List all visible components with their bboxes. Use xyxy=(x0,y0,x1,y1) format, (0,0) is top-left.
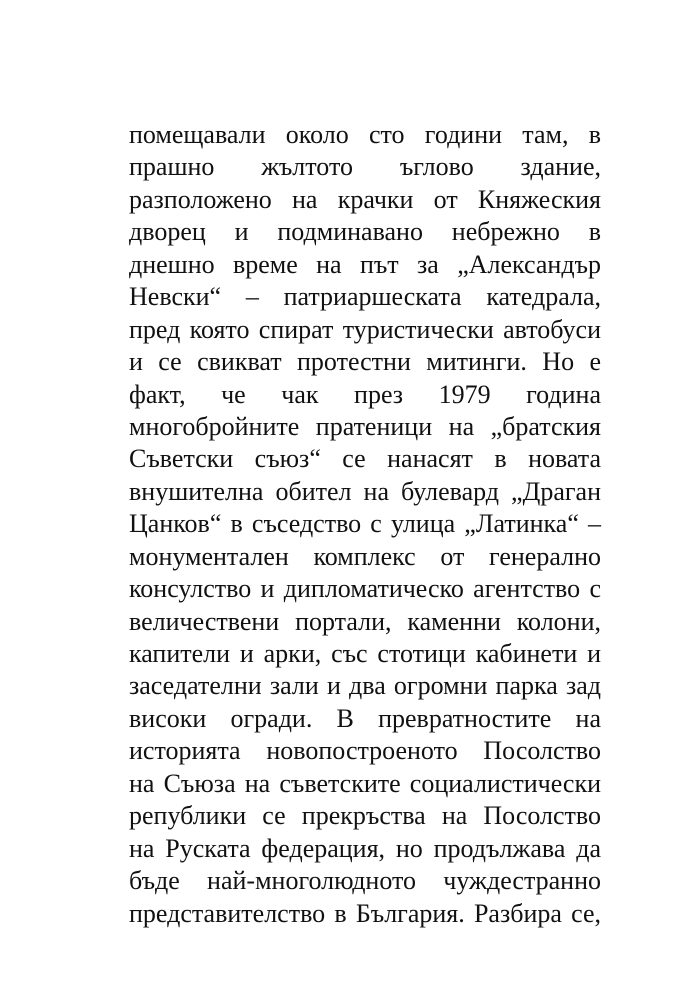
text-line: консулство и дипломатическо агентство с xyxy=(129,574,601,604)
text-line: и се свикват протестни митинги. Но е xyxy=(129,347,601,377)
text-line: Цанков“ в съседство с улица „Латинка“ – xyxy=(129,509,601,539)
text-line: бъде най-многолюдното чуждестранно xyxy=(129,866,601,896)
text-line: пред която спират туристически автобуси xyxy=(129,314,601,344)
text-line: Съветски съюз“ се нанасят в новата xyxy=(129,444,601,474)
text-line: на Съюза на съветските социалистически xyxy=(129,768,601,798)
text-line: на Руската федерация, но продължава да xyxy=(129,833,601,863)
text-line: величествени портали, каменни колони, xyxy=(129,606,601,636)
text-line: историята новопостроеното Посолство xyxy=(129,736,601,766)
text-line: прашно жълтото ъглово здание, xyxy=(129,152,601,182)
text-line: многобройните пратеници на „братския xyxy=(129,411,601,441)
text-line: високи огради. В превратностите на xyxy=(129,703,601,733)
text-line: внушителна обител на булевард „Драган xyxy=(129,476,601,506)
text-line: разположено на крачки от Княжеския xyxy=(129,184,601,214)
text-line: републики се прекръства на Посолство xyxy=(129,801,601,831)
text-line: представителство в България. Разбира се, xyxy=(129,898,601,928)
text-line: монументален комплекс от генерално xyxy=(129,541,601,571)
text-line: факт, че чак през 1979 година xyxy=(129,379,601,409)
text-line: помещавали около сто години там, в xyxy=(129,120,601,149)
text-line: Невски“ – патриаршеската катедрала, xyxy=(129,282,601,312)
body-text xyxy=(129,119,601,930)
text-line: днешно време на път за „Александър xyxy=(129,249,601,279)
text-line: дворец и подминавано небрежно в xyxy=(129,217,601,247)
text-line: заседателни зали и два огромни парка зад xyxy=(129,671,601,701)
text-line: капители и арки, със стотици кабинети и xyxy=(129,639,601,668)
